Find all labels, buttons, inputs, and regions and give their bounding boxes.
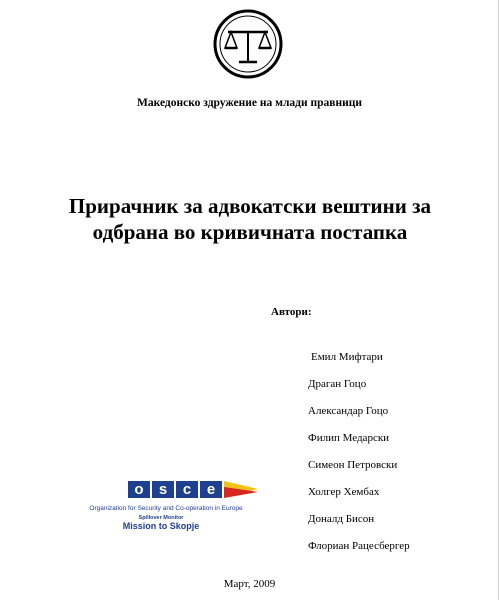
osce-letter: c xyxy=(176,481,198,498)
author-name: Холгер Хембах xyxy=(308,486,380,498)
title-line-2: одбрана во кривичната постапка xyxy=(92,220,408,244)
scales-of-justice-icon xyxy=(212,8,284,80)
author-name: Филип Медарски xyxy=(308,432,390,444)
author-name: Емил Мифтари xyxy=(311,351,383,363)
osce-letter: o xyxy=(128,481,150,498)
osce-flag-icon xyxy=(224,481,258,498)
document-title xyxy=(40,193,460,245)
organization-name: Македонско здружение на млади правници xyxy=(137,97,362,109)
author-name: Симеон Петровски xyxy=(308,459,398,471)
author-name: Доналд Бисон xyxy=(308,513,375,525)
authors-label: Автори: xyxy=(271,306,312,318)
osce-letter: e xyxy=(200,481,222,498)
osce-letter: s xyxy=(152,481,174,498)
osce-wordmark xyxy=(128,481,222,498)
publication-date: Март, 2009 xyxy=(223,578,276,590)
author-name: Александар Гоцо xyxy=(308,405,389,417)
title-line-1: Прирачник за адвокатски вештини за xyxy=(68,194,432,218)
author-name: Драган Гоцо xyxy=(308,378,367,390)
osce-logo xyxy=(66,478,256,540)
author-name: Флориан Рацесбергер xyxy=(308,540,410,552)
osce-spillover-monitor: Spillover Monitor xyxy=(138,515,184,521)
osce-organization-name: Organization for Security and Co-operation in Europe xyxy=(89,505,243,512)
osce-mission-name: Mission to Skopje xyxy=(122,521,200,531)
